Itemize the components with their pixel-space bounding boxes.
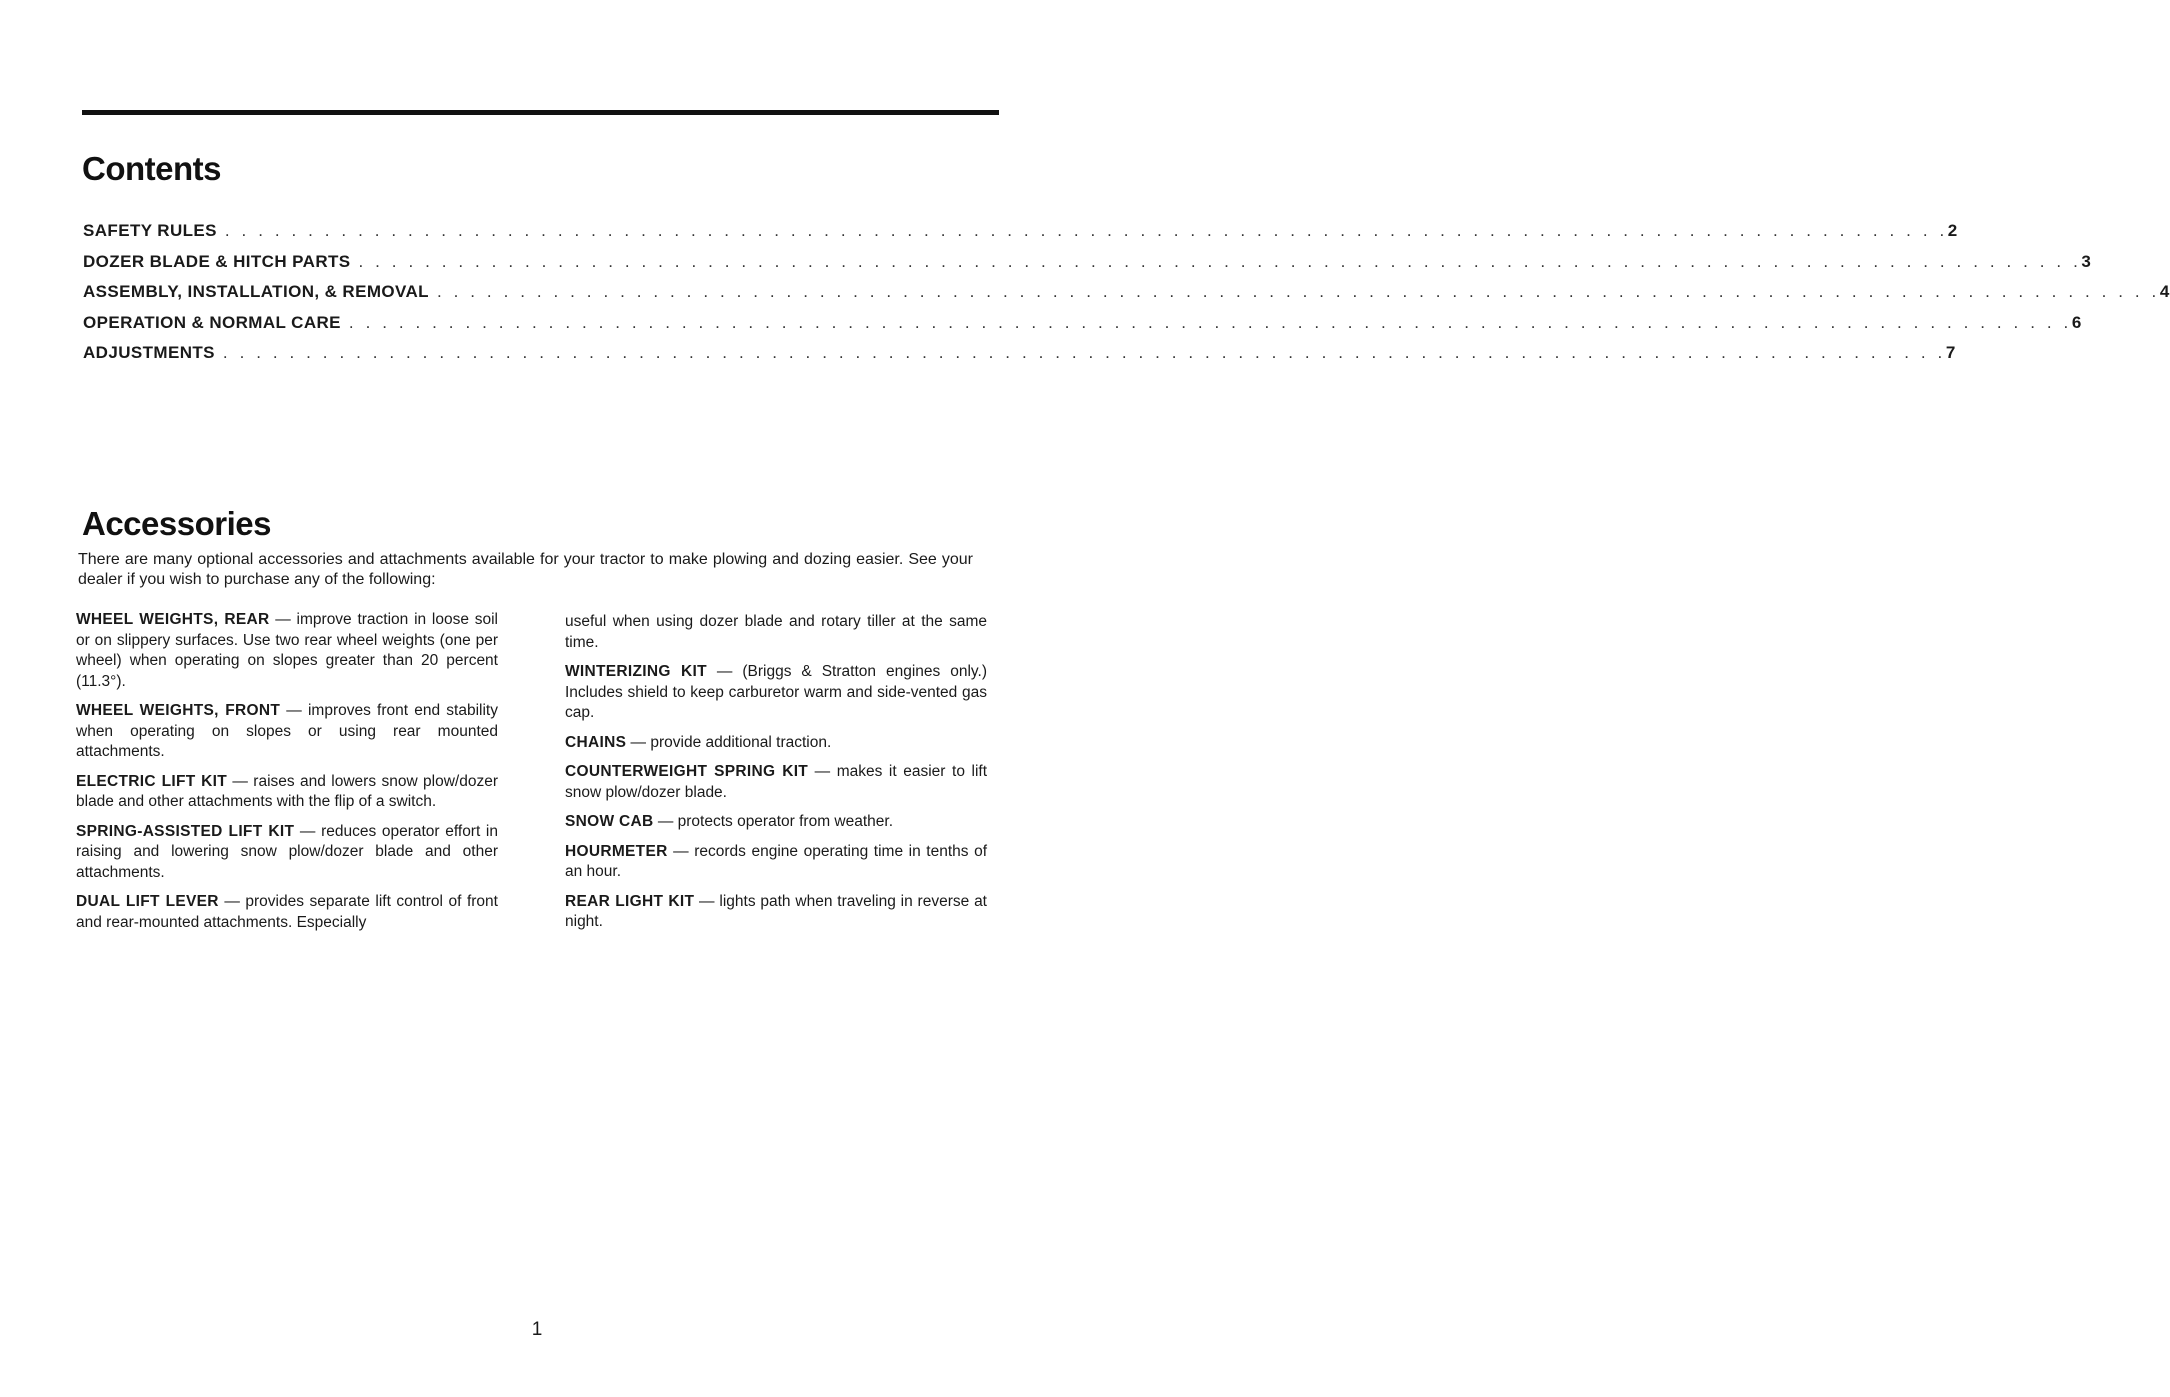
toc-entry-label: DOZER BLADE & HITCH PARTS — [83, 251, 351, 271]
toc-entry — [83, 343, 1956, 374]
toc-entry-label: SAFETY RULES — [83, 221, 217, 240]
accessories-intro: There are many optional accessories and attachments available for your tractor to make plowing and dozing easier. See your dealer if you wish to purchase any of the following: — [78, 551, 973, 588]
accessories-title: Accessories — [82, 505, 271, 542]
accessory-item — [76, 701, 498, 763]
accessory-item — [565, 812, 987, 833]
accessory-description: — lights path when traveling in reverse at night. — [565, 892, 987, 930]
accessory-name: WHEEL WEIGHTS, FRONT — [76, 702, 281, 719]
accessory-name: ELECTRIC LIFT KIT — [76, 772, 228, 790]
accessory-name: HOURMETER — [565, 842, 668, 860]
toc-entry-label: ADJUSTMENTS — [83, 343, 215, 362]
toc-entry-label: ASSEMBLY, INSTALLATION, & REMOVAL — [83, 282, 429, 301]
accessory-name: SPRING-ASSISTED LIFT KIT — [76, 822, 295, 840]
accessory-continuation: useful when using dozer blade and rotary tiller at the same time. — [565, 613, 987, 651]
accessory-description: — reduces operator effort in raising and lowering snow plow/dozer blade and other attachments. — [76, 822, 498, 881]
toc-entry-page: 2 — [1947, 221, 1958, 240]
top-rule — [82, 110, 999, 115]
toc-entry-page: 6 — [2071, 312, 2082, 332]
accessory-item — [565, 733, 987, 754]
accessory-item — [76, 822, 498, 884]
accessory-name: COUNTERWEIGHT SPRING KIT — [565, 763, 809, 780]
accessory-description: — raises and lowers snow plow/dozer blade and other attachments with the flip of a switch. — [76, 772, 498, 810]
toc-leader-dots: . . . . . . . . . . . . . . . . . . . . . . . . . . . . . . . . . . . . . . . . . . . . . . . . . . . . . . . . . . . . . . . . . . . . . . . . . . . . . . . . . . . . . . . . . . . . . . . . . . . . . . . . — [348, 312, 2072, 332]
accessory-description: — (Briggs & Stratton engines only.) Includes shield to keep carburetor warm and side-vented gas cap. — [565, 663, 987, 721]
accessories-right-column — [565, 612, 987, 942]
toc-entry — [83, 251, 2092, 283]
accessory-item — [76, 610, 498, 692]
toc-entry — [83, 282, 2170, 313]
toc-entry-page: 4 — [2159, 282, 2170, 301]
accessory-item — [76, 772, 498, 813]
table-of-contents — [83, 221, 2170, 374]
toc-entry-page: 7 — [1945, 343, 1956, 362]
toc-entry — [83, 221, 1958, 252]
accessory-description: — provide additional traction. — [626, 733, 832, 751]
accessory-item — [565, 662, 987, 724]
accessory-description: — improve traction in loose soil or on slippery surfaces. Use two rear wheel weights (one per wheel) when operating on slopes greater than 20 percent (11.3°). — [76, 611, 498, 690]
accessory-name: WINTERIZING KIT — [565, 663, 707, 680]
accessory-description: — records engine operating time in tenths of an hour. — [565, 842, 987, 880]
accessory-name: SNOW CAB — [565, 813, 654, 830]
accessory-description: — improves front end stability when operating on slopes or using rear mounted attachments. — [76, 702, 498, 760]
toc-leader-dots: . . . . . . . . . . . . . . . . . . . . . . . . . . . . . . . . . . . . . . . . . . . . . . . . . . . . . . . . . . . . . . . . . . . . . . . . . . . . . . . . . . . . . . . . . . . . . . . . . . . . . . . . — [224, 221, 1948, 240]
accessory-item — [565, 762, 987, 803]
accessory-name: REAR LIGHT KIT — [565, 892, 695, 910]
accessory-name: DUAL LIFT LEVER — [76, 893, 219, 910]
contents-title: Contents — [82, 150, 221, 187]
toc-leader-dots: . . . . . . . . . . . . . . . . . . . . . . . . . . . . . . . . . . . . . . . . . . . . . . . . . . . . . . . . . . . . . . . . . . . . . . . . . . . . . . . . . . . . . . . . . . . . . . . . . . . . . . . . — [436, 282, 2160, 301]
toc-entry-page: 3 — [2081, 251, 2092, 271]
accessory-item — [565, 892, 987, 933]
page-number: 1 — [531, 1319, 543, 1340]
accessory-name: CHAINS — [565, 733, 627, 751]
accessory-name: WHEEL WEIGHTS, REAR — [76, 611, 270, 628]
toc-entry-label: OPERATION & NORMAL CARE — [83, 312, 341, 332]
accessory-description: — provides separate lift control of front and rear-mounted attachments. Especially — [76, 893, 498, 931]
toc-leader-dots: . . . . . . . . . . . . . . . . . . . . . . . . . . . . . . . . . . . . . . . . . . . . . . . . . . . . . . . . . . . . . . . . . . . . . . . . . . . . . . . . . . . . . . . . . . . . . . . . . . . . . . . . — [358, 251, 2082, 271]
toc-leader-dots: . . . . . . . . . . . . . . . . . . . . . . . . . . . . . . . . . . . . . . . . . . . . . . . . . . . . . . . . . . . . . . . . . . . . . . . . . . . . . . . . . . . . . . . . . . . . . . . . . . . . . . . . — [222, 343, 1946, 362]
accessory-item — [76, 892, 498, 933]
accessory-description: — makes it easier to lift snow plow/dozer blade. — [565, 763, 987, 801]
accessory-item — [565, 842, 987, 883]
accessories-left-column — [76, 610, 498, 942]
accessory-description: — protects operator from weather. — [653, 813, 894, 830]
toc-entry — [83, 312, 2082, 344]
